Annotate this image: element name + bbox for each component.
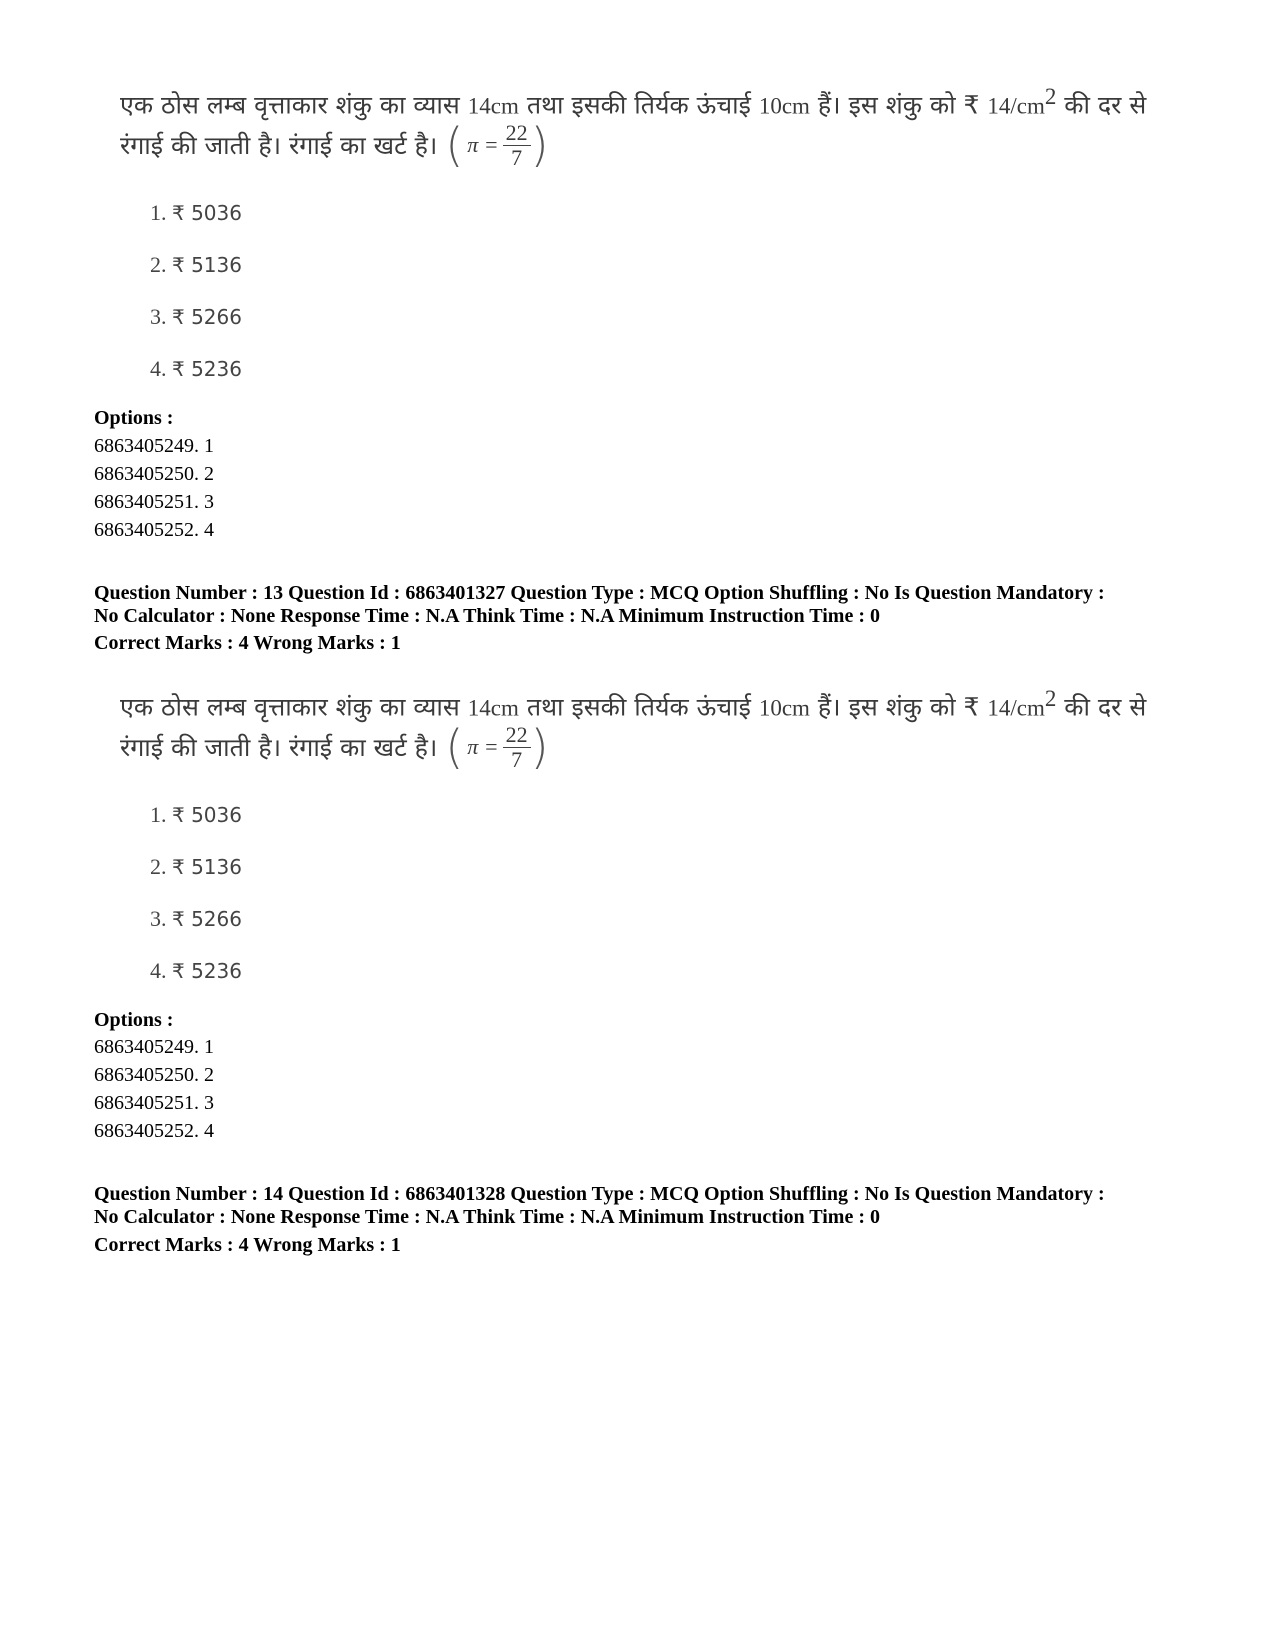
pi-fraction — [503, 121, 531, 170]
fraction-denominator: 7 — [511, 144, 523, 170]
question-line-1 — [120, 686, 1146, 723]
options-label: Options : — [94, 407, 174, 429]
answer-option-2 — [150, 252, 242, 278]
question-text: एक ठोस लम्ब वृत्ताकार शंकु का व्यास — [120, 90, 468, 120]
option-value: ₹ 5236 — [172, 357, 242, 381]
rate-value: 14/cm — [987, 695, 1045, 721]
answer-option-2 — [150, 854, 242, 880]
option-number: 4. — [150, 356, 172, 381]
fraction-denominator: 7 — [511, 746, 523, 772]
option-id-2: 6863405250. 2 — [94, 1064, 214, 1086]
question-meta-line-2: No Calculator : None Response Time : N.A Think Time : N.A Minimum Instruction Time : 0 — [94, 1206, 880, 1228]
question-meta-line-2: No Calculator : None Response Time : N.A Think Time : N.A Minimum Instruction Time : 0 — [94, 605, 880, 627]
answer-option-4 — [150, 356, 242, 382]
pi-symbol: π = — [467, 132, 499, 157]
option-id-2: 6863405250. 2 — [94, 463, 214, 485]
answer-option-3 — [150, 304, 242, 330]
paren-close: ) — [530, 118, 549, 172]
option-number: 4. — [150, 958, 172, 983]
option-number: 3. — [150, 906, 172, 931]
answer-option-4 — [150, 958, 242, 984]
question-line-2 — [120, 720, 549, 774]
option-value: ₹ 5266 — [172, 305, 242, 329]
fraction-numerator: 22 — [503, 121, 531, 146]
question-text: एक ठोस लम्ब वृत्ताकार शंकु का व्यास — [120, 692, 468, 722]
options-label: Options : — [94, 1009, 174, 1031]
question-text: हैं। इस शंकु को ₹ — [809, 692, 988, 722]
option-id-3: 6863405251. 3 — [94, 491, 214, 513]
option-number: 1. — [150, 200, 172, 225]
fraction-numerator: 22 — [503, 723, 531, 748]
question-text: की दर से — [1056, 90, 1147, 120]
rate-exponent: 2 — [1044, 84, 1057, 109]
option-id-3: 6863405251. 3 — [94, 1092, 214, 1114]
option-number: 2. — [150, 252, 172, 277]
answer-option-1 — [150, 200, 242, 226]
paren-close: ) — [530, 720, 549, 774]
paren-open: ( — [445, 720, 464, 774]
answer-option-1 — [150, 802, 242, 828]
question-meta-line-1: Question Number : 13 Question Id : 6863401327 Question Type : MCQ Option Shuffling : No Is Question Mandatory : — [94, 582, 1105, 604]
question-meta-line-1: Question Number : 14 Question Id : 6863401328 Question Type : MCQ Option Shuffling : No Is Question Mandatory : — [94, 1183, 1105, 1205]
question-marks: Correct Marks : 4 Wrong Marks : 1 — [94, 1234, 401, 1256]
option-value: ₹ 5036 — [172, 201, 242, 225]
question-text: हैं। इस शंकु को ₹ — [809, 90, 988, 120]
question-text: रंगाई की जाती है। रंगाई का खर्ट है। — [120, 131, 446, 160]
diameter-value: 14cm — [467, 695, 519, 721]
option-value: ₹ 5036 — [172, 803, 242, 827]
answer-option-3 — [150, 906, 242, 932]
pi-symbol: π = — [467, 734, 499, 759]
option-id-1: 6863405249. 1 — [94, 1036, 214, 1058]
option-number: 2. — [150, 854, 172, 879]
rate-exponent: 2 — [1044, 686, 1057, 711]
question-text: तथा इसकी तिर्यक ऊंचाई — [518, 692, 759, 722]
option-value: ₹ 5136 — [172, 253, 242, 277]
option-number: 1. — [150, 802, 172, 827]
question-text: तथा इसकी तिर्यक ऊंचाई — [518, 90, 759, 120]
option-value: ₹ 5266 — [172, 907, 242, 931]
question-text: रंगाई की जाती है। रंगाई का खर्ट है। — [120, 733, 446, 762]
question-line-1 — [120, 84, 1146, 121]
option-value: ₹ 5236 — [172, 959, 242, 983]
question-line-2 — [120, 118, 549, 172]
slant-height-value: 10cm — [758, 93, 810, 119]
pi-fraction — [503, 723, 531, 772]
question-marks: Correct Marks : 4 Wrong Marks : 1 — [94, 632, 401, 654]
diameter-value: 14cm — [467, 93, 519, 119]
option-id-1: 6863405249. 1 — [94, 435, 214, 457]
rate-value: 14/cm — [987, 93, 1045, 119]
question-text: की दर से — [1056, 692, 1147, 722]
option-number: 3. — [150, 304, 172, 329]
option-id-4: 6863405252. 4 — [94, 1120, 214, 1142]
slant-height-value: 10cm — [758, 695, 810, 721]
option-value: ₹ 5136 — [172, 855, 242, 879]
paren-open: ( — [445, 118, 464, 172]
option-id-4: 6863405252. 4 — [94, 519, 214, 541]
